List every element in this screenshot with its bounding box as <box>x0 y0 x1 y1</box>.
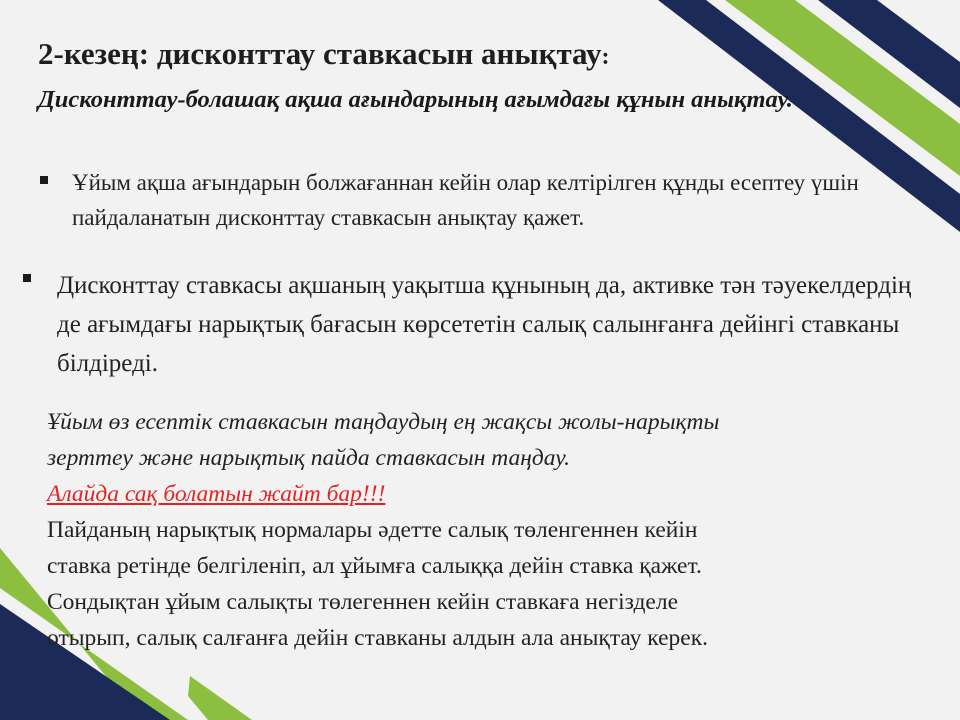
square-bullet-icon <box>23 274 31 282</box>
bullet-item-1 <box>40 165 920 235</box>
slide-title <box>38 36 609 72</box>
body-text: Пайданың нарықтық нормалары әдетте салық төленгеннен кейін ставка ретінде белгіленіп, ал ұйымға салыққа дейін ставка қажет. Сондықтан ұйым салықты төлегеннен кейін ставкаға негізделе отырып, салық салғанға дейін ставканы алдын ала анықтау керек. <box>47 517 708 651</box>
slide-subtitle: Дисконттау-болашақ ақша ағындарының ағымдағы құнын анықтау. <box>38 86 793 113</box>
square-bullet-icon <box>40 176 48 184</box>
warning-text: Алайда сақ болатын жайт бар!!! <box>47 481 386 507</box>
bullet-text-1: Ұйым ақша ағындарын болжағаннан кейін олар келтірілген құнды есептеу үшін пайдаланатын дисконттау ставкасын анықтау қажет. <box>72 170 859 230</box>
bottom-lime-stripe-2 <box>188 676 252 720</box>
conclusion-paragraph <box>47 404 927 656</box>
title-text: 2-кезең: дисконттау ставкасын анықтау <box>38 36 602 71</box>
bullet-text-2: Дисконттау ставкасы ақшаның уақытша құнының да, активке тән тәуекелдердің де ағымдағы нарықтық бағасын көрсететін салық салынғанға дейінгі ставканы білдіреді. <box>57 272 912 377</box>
bullet-item-2 <box>23 266 933 383</box>
italic-line-2: зерттеу және нарықтық пайда ставкасын таңдау. <box>47 445 571 471</box>
title-colon: : <box>601 44 610 70</box>
italic-line-1: Ұйым өз есептік ставкасын таңдаудың ең жақсы жолы-нарықты <box>47 409 720 435</box>
